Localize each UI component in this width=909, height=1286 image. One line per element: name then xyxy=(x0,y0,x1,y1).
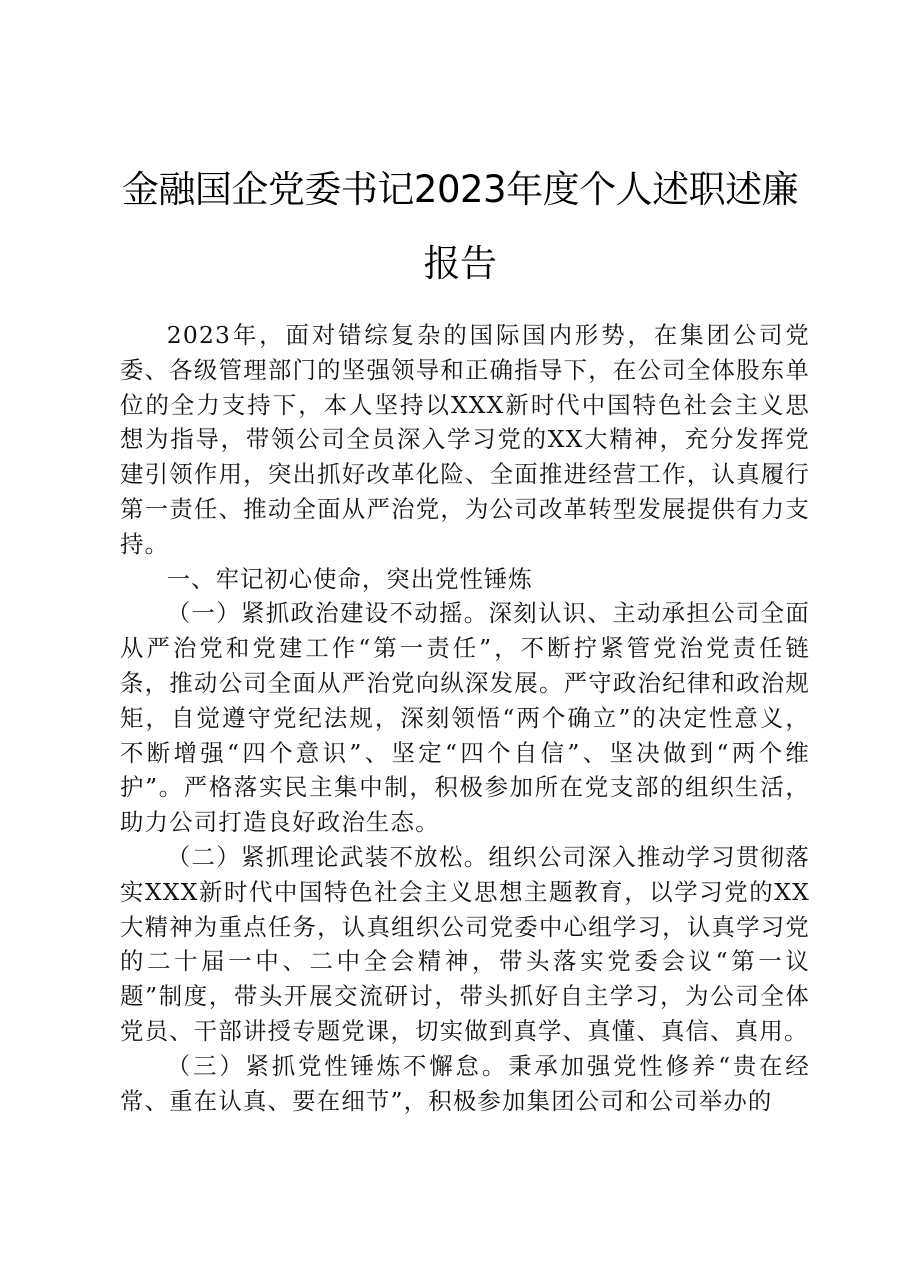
paragraph-3: （三）紧抓党性锤炼不懈怠。秉承加强党性修养“贵在经常、重在认真、要在细节”，积极参加集团公司和公司举办的 xyxy=(120,1051,810,1115)
paragraph-1: （一）紧抓政治建设不动摇。深刻认识、主动承担公司全面从严治党和党建工作“第一责任”，不断拧紧管党治党责任链条，推动公司全面从严治党向纵深发展。严守政治纪律和政治规矩，自觉遵守党纪法规，深刻领悟“两个确立”的决定性意义，不断增强“四个意识”、坚定“四个自信”、坚决做到“两个维护”。严格落实民主集中制，积极参加所在党支部的组织生活，助力公司打造良好政治生态。 xyxy=(120,599,810,837)
paragraph-2: （二）紧抓理论武装不放松。组织公司深入推动学习贯彻落实XXX新时代中国特色社会主义思想主题教育，以学习党的XX大精神为重点任务，认真组织公司党委中心组学习，认真学习党的二十届一中、二中全会精神，带头落实党委会议“第一议题”制度，带头开展交流研讨，带头抓好自主学习，为公司全体党员、干部讲授专题党课，切实做到真学、真懂、真信、真用。 xyxy=(120,842,810,1045)
document-body xyxy=(120,318,810,1118)
document-title: 金融国企党委书记2023年度个人述职述廉报告 xyxy=(121,168,799,285)
intro-paragraph: 2023年，面对错综复杂的国际国内形势，在集团公司党委、各级管理部门的坚强领导和正确指导下，在公司全体股东单位的全力支持下，本人坚持以XXX新时代中国特色社会主义思想为指导，带领公司全员深入学习党的XX大精神，充分发挥党建引领作用，突出抓好改革化险、全面推进经营工作，认真履行第一责任、推动全面从严治党，为公司改革转型发展提供有力支持。 xyxy=(120,321,810,558)
section-heading: 一、牢记初心使命，突出党性锤炼 xyxy=(166,564,533,593)
